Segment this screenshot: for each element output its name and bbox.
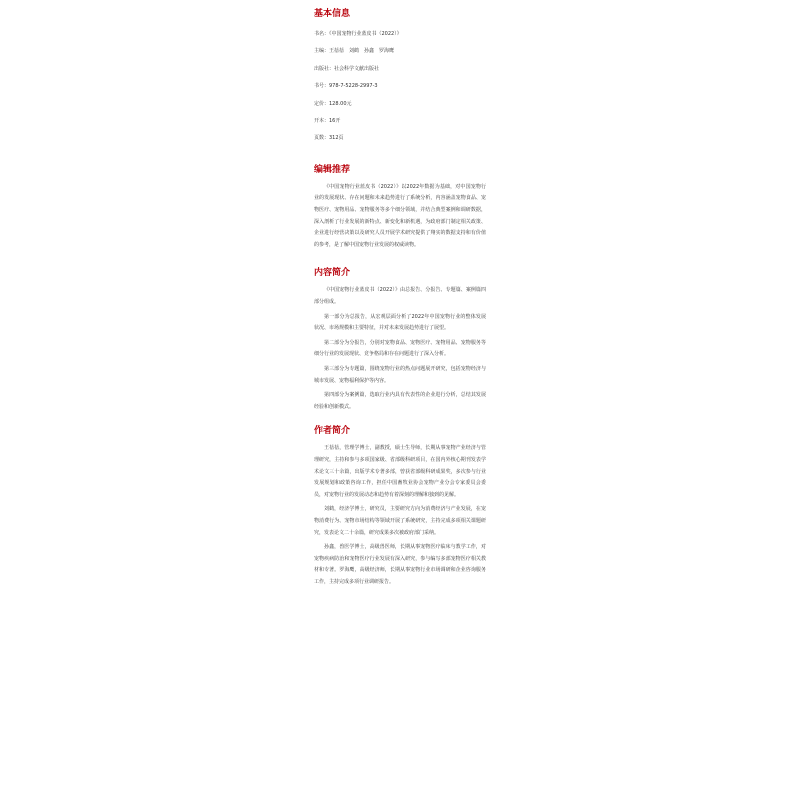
basic-info-section <box>314 6 486 148</box>
basic-info-item: 出版社：社会科学文献出版社 <box>314 65 380 72</box>
content-paragraph: 《中国宠物行业蓝皮书（2022）》由总报告、分报告、专题篇、案例篇四部分组成。 <box>314 287 486 305</box>
basic-info-item: 书号：978-7-5228-2997-3 <box>314 83 378 90</box>
basic-info-title: 基本信息 <box>314 9 351 19</box>
content-paragraph: 第四部分为案例篇，选取行业内具有代表性的企业进行分析，总结其发展经验和创新模式。 <box>314 392 486 410</box>
author-paragraph: 孙鑫，兽医学博士，高级兽医师，长期从事宠物医疗临床与教学工作，对宠物疾病防治和宠物医疗行业发展有深入研究，参与编写多部宠物医疗相关教材和专著。罗海鹰，高级经济师，长期从事宠物行业市场调研和企业咨询服务工作，主持完成多项行业调研报告。 <box>314 544 486 585</box>
basic-info-item: 开本：16开 <box>314 118 341 125</box>
author-section <box>314 423 486 588</box>
basic-info-item: 定价：128.00元 <box>314 100 352 107</box>
author-paragraph: 王蓓蓓，管理学博士，副教授，硕士生导师，长期从事宠物产业经济与管理研究，主持和参与多项国家级、省部级科研项目，在国内外核心期刊发表学术论文三十余篇，出版学术专著多部，曾获省部级科研成果奖，多次参与行业发展规划和政策咨询工作，担任中国畜牧业协会宠物产业分会专家委员会委员，对宠物行业的发展动态和趋势有着深刻的理解和独到的见解。 <box>314 445 486 498</box>
article-column <box>314 6 486 591</box>
recommendation-section <box>314 162 486 252</box>
basic-info-item: 页数：312页 <box>314 135 344 142</box>
recommendation-paragraph: 《中国宠物行业蓝皮书（2022）》以2022年数据为基础，对中国宠物行业的发展现状、存在问题和未来趋势进行了系统分析，内容涵盖宠物食品、宠物医疗、宠物用品、宠物服务等多个细分领域，并结合典型案例和调研数据，深入剖析了行业发展的新特点、新变化和新机遇，为政府部门制定相关政策、企业进行经营决策以及研究人员开展学术研究提供了翔实的数据支持和有价值的参考，是了解中国宠物行业发展的权威读物。 <box>314 183 486 248</box>
content-title: 内容简介 <box>314 268 351 279</box>
author-title: 作者简介 <box>314 426 351 437</box>
recommendation-title: 编辑推荐 <box>314 164 351 175</box>
basic-info-item: 主编：王蓓蓓 刘鹤 孙鑫 罗海鹰 <box>314 48 395 55</box>
basic-info-list <box>314 26 486 148</box>
content-section <box>314 265 486 413</box>
content-paragraph: 第一部分为总报告，从宏观层面分析了2022年中国宠物行业的整体发展状况、市场规模和主要特征，并对未来发展趋势进行了展望。 <box>314 313 486 332</box>
author-paragraph: 刘鹤，经济学博士，研究员，主要研究方向为消费经济与产业发展，在宠物消费行为、宠物市场结构等领域开展了系统研究，主持完成多项相关课题研究，发表论文二十余篇，研究成果多次被政府部门采纳。 <box>314 506 486 536</box>
content-paragraph: 第二部分为分报告，分别对宠物食品、宠物医疗、宠物用品、宠物服务等细分行业的发展现状、竞争格局和存在问题进行了深入分析。 <box>314 339 486 358</box>
basic-info-item: 书名：《中国宠物行业蓝皮书（2022）》 <box>314 31 402 37</box>
content-paragraph: 第三部分为专题篇，围绕宠物行业的热点问题展开研究，包括宠物经济与城市发展、宠物福利保护等内容。 <box>314 365 486 384</box>
